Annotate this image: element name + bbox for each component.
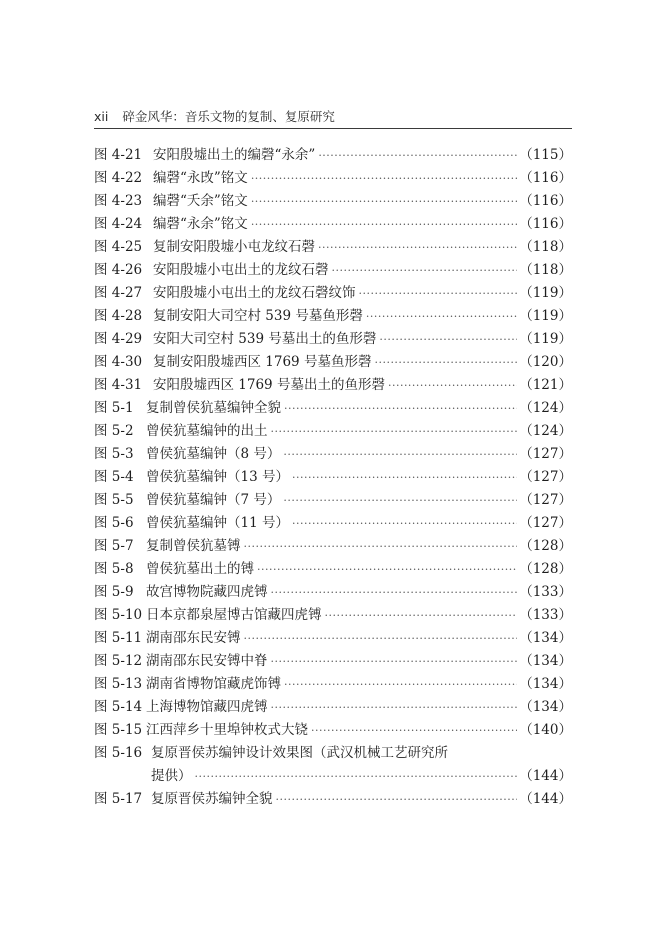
toc-entry[interactable] — [94, 512, 572, 535]
figure-label: 图 5-14 — [94, 699, 143, 715]
dot-leader — [318, 144, 517, 167]
page-number: （119） — [519, 308, 572, 324]
toc-entry[interactable] — [94, 489, 572, 512]
page-folio: xii — [94, 109, 109, 124]
page-number: （134） — [519, 699, 572, 715]
figure-label: 图 5-17 — [94, 791, 143, 807]
toc-entry[interactable] — [94, 282, 572, 305]
page-number: （134） — [519, 676, 572, 692]
page-number: （118） — [519, 239, 572, 255]
page-number: （134） — [519, 630, 572, 646]
dot-leader — [251, 190, 517, 213]
figure-label: 图 5-8 — [94, 561, 134, 577]
toc-entry[interactable] — [94, 305, 572, 328]
page-number: （133） — [519, 607, 572, 623]
figure-title: 江西萍乡十里埠钟枚式大铙 — [146, 722, 308, 738]
figure-title: 安阳殷墟西区 1769 号墓出土的鱼形磬 — [153, 377, 385, 393]
figure-title: 复制曾侯犺墓编钟全貌 — [146, 400, 281, 416]
figure-label: 图 4-31 — [94, 377, 143, 393]
dot-leader — [283, 489, 517, 512]
dot-leader — [271, 581, 518, 604]
toc-entry[interactable] — [94, 213, 572, 236]
page-number: （128） — [519, 561, 572, 577]
figure-title: 复原晋侯苏编钟全貌 — [151, 791, 273, 807]
page-number: （119） — [519, 285, 572, 301]
dot-leader — [284, 673, 517, 696]
dot-leader — [271, 420, 518, 443]
figure-title: 安阳殷墟小屯出土的龙纹石磬 — [153, 262, 329, 278]
toc-entry[interactable] — [94, 443, 572, 466]
toc-entry[interactable] — [94, 236, 572, 259]
dot-leader — [374, 351, 517, 374]
figure-label: 图 4-24 — [94, 216, 143, 232]
page-number: （115） — [519, 147, 572, 163]
figure-title: 曾侯犺墓编钟（7 号） — [146, 492, 281, 508]
dot-leader — [318, 236, 517, 259]
figure-label: 图 5-1 — [94, 400, 134, 416]
page-number: （118） — [519, 262, 572, 278]
page-number: （127） — [519, 469, 572, 485]
figure-title: 复原晋侯苏编钟设计效果图（武汉机械工艺研究所 — [151, 745, 448, 761]
page-number: （120） — [519, 354, 572, 370]
figure-title: 上海博物馆藏四虎镈 — [146, 699, 268, 715]
figure-title: 湖南省博物馆藏虎饰镈 — [146, 676, 281, 692]
figure-label: 图 4-29 — [94, 331, 143, 347]
toc-entry[interactable] — [94, 167, 572, 190]
figure-title: 湖南邵东民安镈中脊 — [146, 653, 268, 669]
toc-entry[interactable] — [94, 259, 572, 282]
page-number: （128） — [519, 538, 572, 554]
figure-title: 曾侯犺墓编钟（11 号） — [146, 515, 289, 531]
dot-leader — [311, 719, 517, 742]
page-number: （144） — [519, 768, 572, 784]
dot-leader — [325, 604, 518, 627]
page-number: （127） — [519, 492, 572, 508]
figure-label: 图 5-7 — [94, 538, 134, 554]
dot-leader — [332, 259, 518, 282]
dot-leader — [244, 535, 518, 558]
figure-title: 故宫博物院藏四虎镈 — [146, 584, 268, 600]
toc-entry[interactable] — [94, 420, 572, 443]
figure-title: 安阳殷墟出土的编磬“永余” — [153, 147, 316, 163]
figure-list-rows — [94, 144, 572, 742]
toc-entry[interactable] — [94, 190, 572, 213]
dot-leader — [388, 374, 517, 397]
figure-title: 湖南邵东民安镈 — [146, 630, 241, 646]
page-number: （121） — [519, 377, 572, 393]
figure-label: 图 5-11 — [94, 630, 143, 646]
toc-entry[interactable] — [94, 328, 572, 351]
dot-leader — [195, 765, 518, 788]
figure-title-continued: 提供） — [151, 768, 192, 784]
page-number: （124） — [519, 400, 572, 416]
toc-entry[interactable] — [94, 627, 572, 650]
page-number: （133） — [519, 584, 572, 600]
toc-entry[interactable] — [94, 466, 572, 489]
toc-entry[interactable] — [94, 351, 572, 374]
running-header — [94, 107, 335, 125]
figure-title: 日本京都泉屋博古馆藏四虎镈 — [146, 607, 322, 623]
figure-title: 复制安阳殷墟西区 1769 号墓鱼形磬 — [153, 354, 372, 370]
figure-title: 复制安阳殷墟小屯龙纹石磬 — [153, 239, 315, 255]
dot-leader — [251, 213, 517, 236]
figure-title: 编磬“夭余”铭文 — [153, 193, 248, 209]
figure-title: 安阳大司空村 539 号墓出土的鱼形磬 — [153, 331, 377, 347]
figure-label: 图 5-13 — [94, 676, 143, 692]
figure-title: 曾侯犺墓出土的镈 — [146, 561, 254, 577]
figure-label: 图 5-12 — [94, 653, 143, 669]
figure-title: 曾侯犺墓编钟的出土 — [146, 423, 268, 439]
figure-label: 图 5-2 — [94, 423, 134, 439]
figure-title: 复制曾侯犺墓镈 — [146, 538, 241, 554]
toc-entry[interactable] — [94, 742, 572, 765]
book-title: 碎金风华：音乐文物的复制、复原研究 — [122, 109, 335, 124]
page-number: （116） — [519, 170, 572, 186]
toc-entry[interactable] — [94, 397, 572, 420]
figure-label: 图 5-9 — [94, 584, 134, 600]
figure-title: 曾侯犺墓编钟（13 号） — [146, 469, 289, 485]
dot-leader — [283, 443, 517, 466]
dot-leader — [271, 696, 518, 719]
figure-title: 安阳殷墟小屯出土的龙纹石磬纹饰 — [153, 285, 356, 301]
figure-label: 图 4-26 — [94, 262, 143, 278]
dot-leader — [292, 466, 517, 489]
dot-leader — [276, 788, 518, 811]
figure-label: 图 4-30 — [94, 354, 143, 370]
toc-entry[interactable] — [94, 696, 572, 719]
dot-leader — [284, 397, 517, 420]
dot-leader — [271, 650, 518, 673]
figure-label: 图 5-16 — [94, 745, 143, 761]
page-number: （144） — [519, 791, 572, 807]
figure-label: 图 4-22 — [94, 170, 143, 186]
toc-entry[interactable] — [94, 788, 572, 811]
toc-entry[interactable] — [94, 374, 572, 397]
figure-label: 图 4-28 — [94, 308, 143, 324]
toc-entry[interactable] — [94, 144, 572, 167]
figure-label: 图 5-5 — [94, 492, 134, 508]
figure-label: 图 5-6 — [94, 515, 134, 531]
toc-entry[interactable] — [94, 558, 572, 581]
figure-title: 编磬“永攺”铭文 — [153, 170, 248, 186]
figure-label: 图 5-10 — [94, 607, 143, 623]
dot-leader — [366, 305, 517, 328]
figure-label: 图 5-4 — [94, 469, 134, 485]
toc-entry[interactable] — [94, 535, 572, 558]
page-number: （116） — [519, 216, 572, 232]
page-number: （140） — [519, 722, 572, 738]
dot-leader — [257, 558, 517, 581]
dot-leader — [379, 328, 517, 351]
toc-entry[interactable] — [94, 604, 572, 627]
toc-entry[interactable] — [94, 673, 572, 696]
figure-label: 图 4-27 — [94, 285, 143, 301]
dot-leader — [251, 167, 517, 190]
dot-leader — [292, 512, 517, 535]
dot-leader — [244, 627, 518, 650]
figure-label: 图 5-15 — [94, 722, 143, 738]
figure-title: 曾侯犺墓编钟（8 号） — [146, 446, 281, 462]
toc-entry[interactable] — [94, 650, 572, 673]
toc-entry-continuation[interactable] — [94, 765, 572, 788]
page-number: （116） — [519, 193, 572, 209]
figure-title: 复制安阳大司空村 539 号墓鱼形磬 — [153, 308, 363, 324]
dot-leader — [359, 282, 518, 305]
page-number: （127） — [519, 515, 572, 531]
figure-label: 图 4-25 — [94, 239, 143, 255]
page-number: （124） — [519, 423, 572, 439]
toc-entry[interactable] — [94, 719, 572, 742]
page-number: （119） — [519, 331, 572, 347]
page-number: （134） — [519, 653, 572, 669]
figure-label: 图 4-21 — [94, 147, 143, 163]
toc-entry[interactable] — [94, 581, 572, 604]
figure-list — [94, 144, 572, 811]
page-number: （127） — [519, 446, 572, 462]
figure-label: 图 4-23 — [94, 193, 143, 209]
header-rule — [94, 128, 572, 129]
figure-title: 编磬“永余”铭文 — [153, 216, 248, 232]
figure-label: 图 5-3 — [94, 446, 134, 462]
